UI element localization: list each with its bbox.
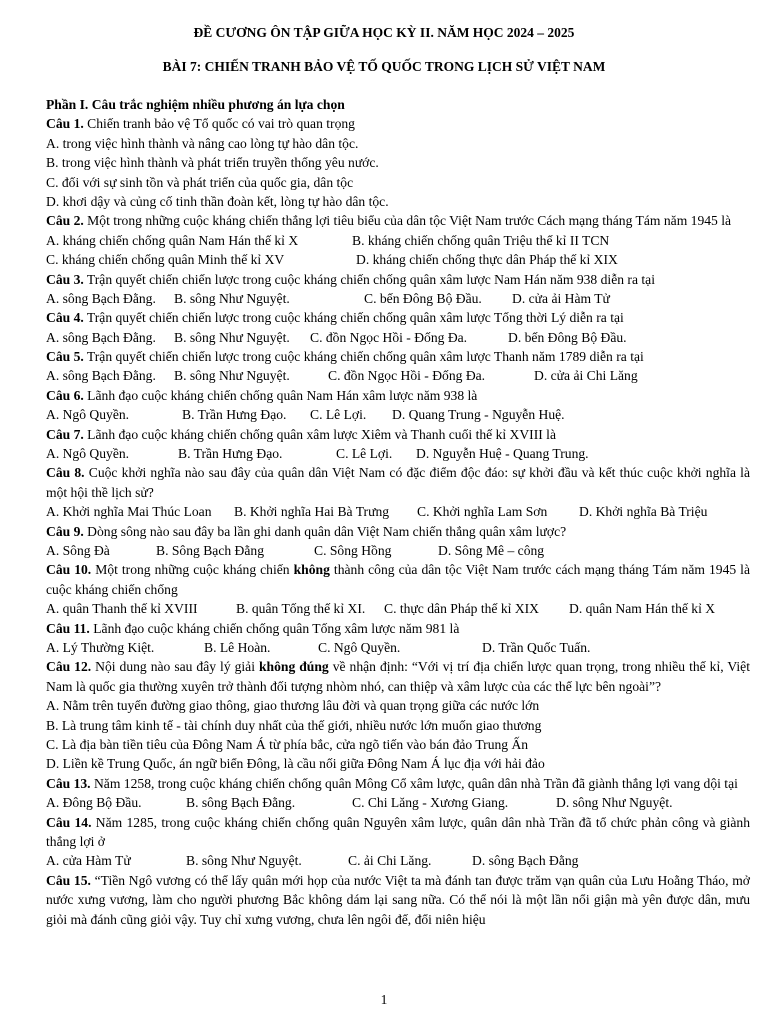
answer-option: D. kháng chiến chống thực dân Pháp thế kỉ XIX xyxy=(356,252,618,268)
question-2 xyxy=(46,211,750,230)
answer-option: C. đối với sự sinh tồn và phát triển của quốc gia, dân tộc xyxy=(46,174,354,190)
question-number: Câu 7. xyxy=(46,426,84,442)
question-4 xyxy=(46,308,750,327)
question-text: Lãnh đạo cuộc kháng chiến chống quân Nam Hán xâm lược năm 938 là xyxy=(83,387,478,403)
answer-row xyxy=(46,444,750,463)
answer-option: D. sông Bạch Đằng xyxy=(472,853,579,869)
question-number: Câu 14. xyxy=(46,814,92,830)
answer-row xyxy=(46,541,750,560)
answer-option: C. thực dân Pháp thế kỉ XIX xyxy=(384,601,539,617)
answer-option: A. cửa Hàm Tử xyxy=(46,853,131,869)
answer-row xyxy=(46,328,750,347)
question-number: Câu 10. xyxy=(46,562,92,578)
answer-option: D. Liền kề Trung Quốc, án ngữ biển Đông, là cầu nối giữa Đông Nam Á lục địa với hải đảo xyxy=(46,756,545,772)
question-text: về nhận định: “Với vị trí địa chiến lược quan trọng, trong nhiều thế kỉ, Việt Nam là quốc gia thường xuyên trở thành đối tượng nhòm nhó, can thiệp và xâm lược của các thế lực bên ngoài”? xyxy=(46,659,750,694)
answer-option: B. Lê Hoàn. xyxy=(204,640,271,656)
answer-option: D. Quang Trung - Nguyễn Huệ. xyxy=(392,407,565,423)
answer-option: B. sông Như Nguyệt. xyxy=(174,329,290,345)
question-text: Cuộc khởi nghĩa nào sau đây của quân dân Việt Nam có đặc điểm độc đáo: sự khởi đầu và kết thúc cuộc khởi nghĩa là một hội thề lịch sử? xyxy=(46,465,750,500)
answer-option: D. Khởi nghĩa Bà Triệu xyxy=(579,504,708,520)
answer-option: C. bến Đông Bộ Đầu. xyxy=(364,290,482,306)
document-body xyxy=(46,95,750,929)
answer-option: D. cửa ải Chi Lăng xyxy=(534,368,638,384)
question-text: “Tiền Ngô vương có thể lấy quân mới họp của nước Việt ta mà đánh tan được trăm vạn quân của Lưu Hoằng Tháo, mở nước xưng vương, làm cho người phương Bắc không dám lại sang nữa. Có thể nói là một lần nổi giận mà yên được dân, mưu giỏi mà đánh cũng giỏi vậy. Tuy chỉ xưng vương, chưa lên ngôi đế, đổi niên hiệu xyxy=(46,872,750,927)
question-8 xyxy=(46,463,750,502)
answer-option: C. Ngô Quyền. xyxy=(318,640,401,656)
answer-option: B. sông Như Nguyệt. xyxy=(174,368,290,384)
question-number: Câu 5. xyxy=(46,349,84,365)
emphasis-text: không xyxy=(293,562,330,578)
question-text: Dòng sông nào sau đây ba lần ghi danh quân dân Việt Nam chiến thắng quân xâm lược? xyxy=(83,523,567,539)
question-number: Câu 1. xyxy=(46,116,84,132)
answer-option: B. sông Như Nguyệt. xyxy=(174,290,290,306)
question-number: Câu 8. xyxy=(46,465,85,481)
question-13 xyxy=(46,774,750,793)
answer-option: A. Sông Đà xyxy=(46,543,110,559)
question-12 xyxy=(46,657,750,696)
answer-option: B. sông Bạch Đằng. xyxy=(186,795,296,811)
question-text: thành công của dân tộc Việt Nam trước cách mạng tháng Tám năm 1945 là cuộc kháng chiến chống xyxy=(46,562,750,597)
question-7 xyxy=(46,425,750,444)
question-text: Một trong những cuộc kháng chiến thắng lợi tiêu biểu của dân tộc Việt Nam trước Cách mạng tháng Tám năm 1945 là xyxy=(83,213,732,229)
answer-option: A. Nằm trên tuyến đường giao thông, giao thương lâu đời và quan trọng giữa các nước lớn xyxy=(46,698,540,714)
answer-option: C. đồn Ngọc Hồi - Đống Đa. xyxy=(310,329,468,345)
question-number: Câu 4. xyxy=(46,310,84,326)
emphasis-text: không đúng xyxy=(258,659,329,675)
question-number: Câu 2. xyxy=(46,213,84,229)
answer-option: D. cửa ải Hàm Tử xyxy=(512,290,610,306)
answer-option: C. Khởi nghĩa Lam Sơn xyxy=(417,504,548,520)
question-number: Câu 6. xyxy=(46,387,84,403)
answer-option: D. Sông Mê – công xyxy=(438,543,545,559)
answer-option: B. kháng chiến chống quân Triệu thế kỉ II TCN xyxy=(352,232,610,248)
answer-option: D. Trần Quốc Tuấn. xyxy=(482,640,591,656)
question-9 xyxy=(46,522,750,541)
answer-option: B. Trần Hưng Đạo. xyxy=(178,446,283,462)
answer-option: A. sông Bạch Đằng. xyxy=(46,329,156,345)
answer-option: A. Ngô Quyền. xyxy=(46,407,130,423)
answer-option: B. quân Tống thế kỉ XI. xyxy=(236,601,366,617)
question-text: Chiến tranh bảo vệ Tổ quốc có vai trò quan trọng xyxy=(83,116,355,132)
question-text: Năm 1258, trong cuộc kháng chiến chống quân Mông Cổ xâm lược, quân dân nhà Trần đã giành thắng lợi vang dội tại xyxy=(90,775,738,791)
lesson-title: BÀI 7: CHIẾN TRANH BẢO VỆ TỐ QUỐC TRONG LỊCH SỬ VIỆT NAM xyxy=(162,59,606,74)
question-15 xyxy=(46,871,750,929)
answer-option: C. Lê Lợi. xyxy=(336,446,393,462)
answer-option: B. trong việc hình thành và phát triển truyền thống yêu nước. xyxy=(46,155,379,171)
question-number: Câu 12. xyxy=(46,659,92,675)
answer-option: D. sông Như Nguyệt. xyxy=(556,795,673,811)
answer-row xyxy=(46,405,750,424)
answer-row xyxy=(46,502,750,521)
answer-option: D. khơi dậy và củng cố tinh thần đoàn kết, lòng tự hào dân tộc. xyxy=(46,193,389,209)
question-5 xyxy=(46,347,750,366)
question-text: Lãnh đạo cuộc kháng chiến chống quân xâm lược Xiêm và Thanh cuối thế kỉ XVIII là xyxy=(83,426,556,442)
answer-option: A. quân Thanh thế kỉ XVIII xyxy=(46,601,198,617)
question-text: Lãnh đạo cuộc kháng chiến chống quân Tống xâm lược năm 981 là xyxy=(89,620,460,636)
answer-option: B. Trần Hưng Đạo. xyxy=(182,407,287,423)
question-text: Trận quyết chiến chiến lược trong cuộc kháng chiến chống quân xâm lược Thanh năm 1789 diễn ra tại xyxy=(83,349,644,365)
answer-option: A. trong việc hình thành và nâng cao lòng tự hào dân tộc. xyxy=(46,135,359,151)
question-number: Câu 3. xyxy=(46,271,84,287)
answer-row xyxy=(46,289,750,308)
answer-row xyxy=(46,366,750,385)
question-11 xyxy=(46,619,750,638)
answer-option: A. sông Bạch Đằng. xyxy=(46,290,156,306)
question-10 xyxy=(46,560,750,599)
answer-row xyxy=(46,250,750,269)
question-number: Câu 11. xyxy=(46,620,90,636)
answer-row xyxy=(46,599,750,618)
answer-option: C. Chi Lăng - Xương Giang. xyxy=(352,795,509,811)
question-number: Câu 13. xyxy=(46,775,91,791)
answer-option: C. ải Chi Lăng. xyxy=(348,853,432,869)
answer-option: A. sông Bạch Đằng. xyxy=(46,368,156,384)
document-title: ĐỀ CƯƠNG ÔN TẬP GIỮA HỌC KỲ II. NĂM HỌC 2024 – 2025 xyxy=(193,25,575,40)
page-number: 1 xyxy=(380,992,388,1007)
answer-row xyxy=(46,793,750,812)
answer-option: D. quân Nam Hán thế kỉ X xyxy=(569,601,716,617)
answer-option: C. đồn Ngọc Hồi - Đống Đa. xyxy=(328,368,486,384)
answer-option: D. bến Đông Bộ Đầu. xyxy=(508,329,627,345)
question-text: Trận quyết chiến chiến lược trong cuộc kháng chiến chống quân xâm lược Nam Hán năm 938 diễn ra tại xyxy=(83,271,655,287)
answer-option: A. Khởi nghĩa Mai Thúc Loan xyxy=(46,504,212,520)
answer-option: C. kháng chiến chống quân Minh thế kỉ XV xyxy=(46,252,285,268)
question-6 xyxy=(46,386,750,405)
answer-option: B. Sông Bạch Đằng xyxy=(156,543,264,559)
question-text: Năm 1285, trong cuộc kháng chiến chống quân Nguyên xâm lược, quân dân nhà Trần đã tổ chức phản công và giành thắng lợi ở xyxy=(46,814,750,849)
question-number: Câu 15. xyxy=(46,872,91,888)
answer-option: A. Đông Bộ Đầu. xyxy=(46,795,142,811)
question-number: Câu 9. xyxy=(46,523,84,539)
answer-option: B. Là trung tâm kinh tế - tài chính duy nhất của thế giới, nhiều nước lớn muốn giao thương xyxy=(46,717,542,733)
section-heading: Phần I. Câu trắc nghiệm nhiều phương án lựa chọn xyxy=(46,97,345,112)
answer-option: A. kháng chiến chống quân Nam Hán thế kỉ X xyxy=(46,232,299,248)
question-text: Một trong những cuộc kháng chiến xyxy=(91,562,294,578)
answer-row xyxy=(46,231,750,250)
answer-option: C. Lê Lợi. xyxy=(310,407,367,423)
answer-row xyxy=(46,851,750,870)
answer-option: C. Là địa bàn tiền tiêu của Đông Nam Á từ phía bắc, cửa ngõ tiến vào bán đảo Trung Ấn xyxy=(46,737,529,752)
question-3 xyxy=(46,270,750,289)
answer-option: D. Nguyễn Huệ - Quang Trung. xyxy=(416,446,589,462)
question-1 xyxy=(46,114,750,133)
answer-option: B. sông Như Nguyệt. xyxy=(186,853,302,869)
question-14 xyxy=(46,813,750,852)
answer-option: A. Lý Thường Kiệt. xyxy=(46,640,155,656)
answer-option: C. Sông Hồng xyxy=(314,543,392,559)
answer-option: B. Khởi nghĩa Hai Bà Trưng xyxy=(234,504,390,520)
question-text: Nội dung nào sau đây lý giải xyxy=(91,659,259,675)
answer-option: A. Ngô Quyền. xyxy=(46,446,130,462)
question-text: Trận quyết chiến chiến lược trong cuộc kháng chiến chống quân xâm lược Tống thời Lý diễn ra tại xyxy=(83,310,624,326)
answer-row xyxy=(46,638,750,657)
